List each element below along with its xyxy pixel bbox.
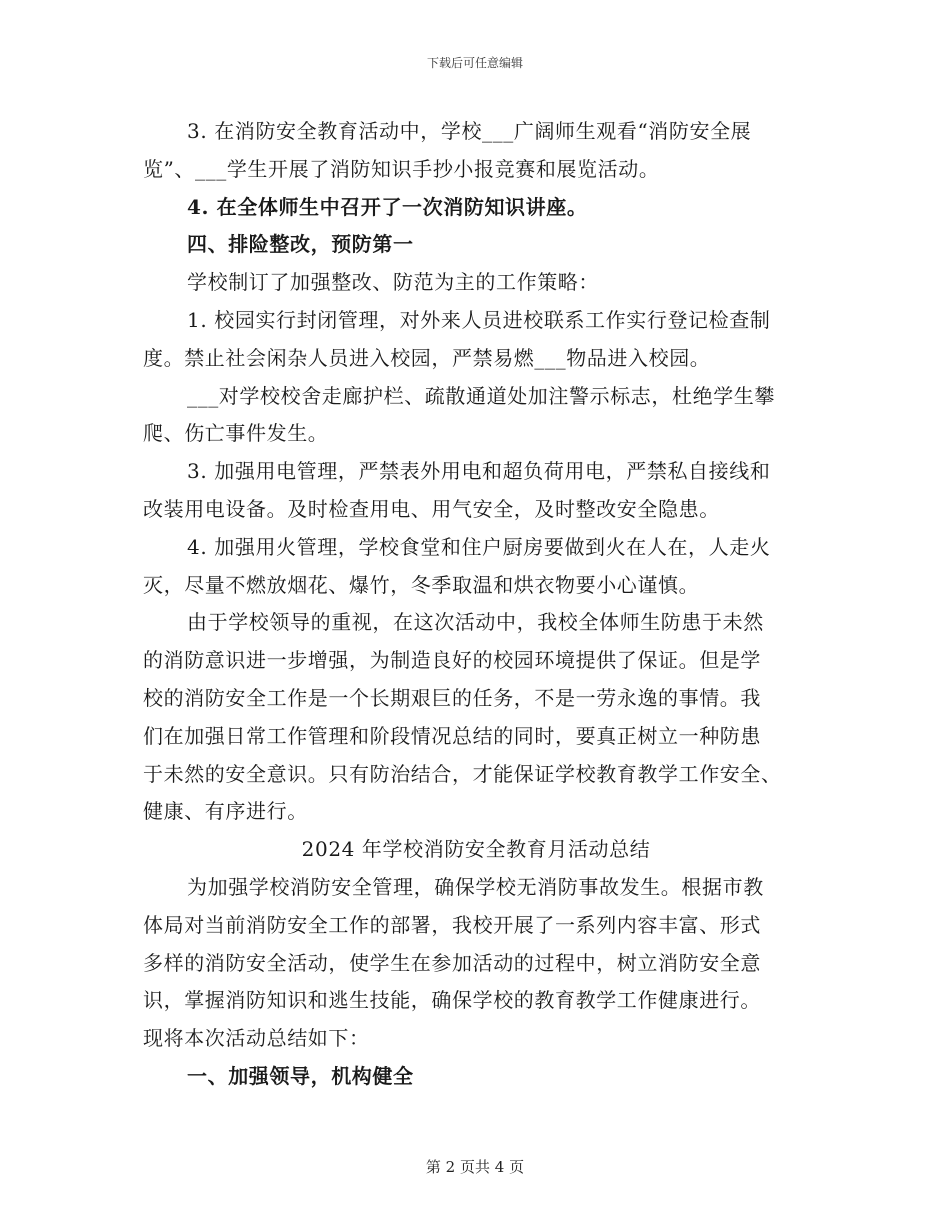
text-line: 为加强学校消防安全管理，确保学校无消防事故发生。根据市教: [187, 874, 764, 899]
page-footer: 第 2 页共 4 页: [425, 1158, 525, 1176]
text-line: ___对学校校舍走廊护栏、疏散通道处加注警示标志，杜绝学生攀: [187, 383, 775, 408]
text-line: 现将本次活动总结如下：: [143, 1026, 370, 1051]
text-line: 改装用电设备。及时检查用电、用气安全，及时整改安全隐患。: [143, 496, 720, 521]
heading-line: 四、排险整改，预防第一: [187, 232, 414, 257]
text-line: 识，掌握消防知识和逃生技能，确保学校的教育教学工作健康进行。: [143, 988, 761, 1013]
text-line: 体局对当前消防安全工作的部署，我校开展了一系列内容丰富、形式: [143, 912, 761, 937]
text-line: 健康、有序进行。: [143, 799, 308, 824]
text-line: 学校制订了加强整改、防范为主的工作策略：: [187, 270, 599, 295]
page-header: 下载后可任意编辑: [426, 56, 523, 70]
heading-line: 4. 在全体师生中召开了一次消防知识讲座。: [187, 194, 588, 219]
text-line: 度。禁止社会闲杂人员进入校园，严禁易燃___物品进入校园。: [143, 345, 711, 370]
text-line: 的消防意识进一步增强，为制造良好的校园环境提供了保证。但是学: [143, 648, 761, 673]
section-title: 2024 年学校消防安全教育月活动总结: [301, 837, 651, 862]
text-line: 1. 校园实行封闭管理，对外来人员进校联系工作实行登记检查制: [187, 307, 771, 332]
text-line: 校的消防安全工作是一个长期艰巨的任务，不是一劳永逸的事情。我: [143, 685, 761, 710]
heading-line: 一、加强领导，机构健全: [187, 1063, 414, 1088]
text-line: 爬、伤亡事件发生。: [143, 421, 329, 446]
text-line: 3. 加强用电管理，严禁表外用电和超负荷用电，严禁私自接线和: [187, 459, 771, 484]
text-line: 由于学校领导的重视，在这次活动中，我校全体师生防患于未然: [187, 610, 764, 635]
text-line: 3. 在消防安全教育活动中，学校___广阔师生观看“消防安全展: [187, 119, 752, 143]
text-line: 览”、___学生开展了消防知识手抄小报竞赛和展览活动。: [143, 156, 660, 181]
text-line: 多样的消防安全活动，使学生在参加活动的过程中，树立消防安全意: [143, 950, 761, 975]
text-line: 灭，尽量不燃放烟花、爆竹，冬季取温和烘衣物要小心谨慎。: [143, 572, 700, 597]
document-body: [143, 113, 809, 1096]
text-line: 们在加强日常工作管理和阶段情况总结的同时，要真正树立一种防患: [143, 723, 761, 748]
text-line: 4. 加强用火管理，学校食堂和住户厨房要做到火在人在，人走火: [187, 534, 771, 559]
text-line: 于未然的安全意识。只有防治结合，才能保证学校教育教学工作安全、: [143, 761, 782, 786]
